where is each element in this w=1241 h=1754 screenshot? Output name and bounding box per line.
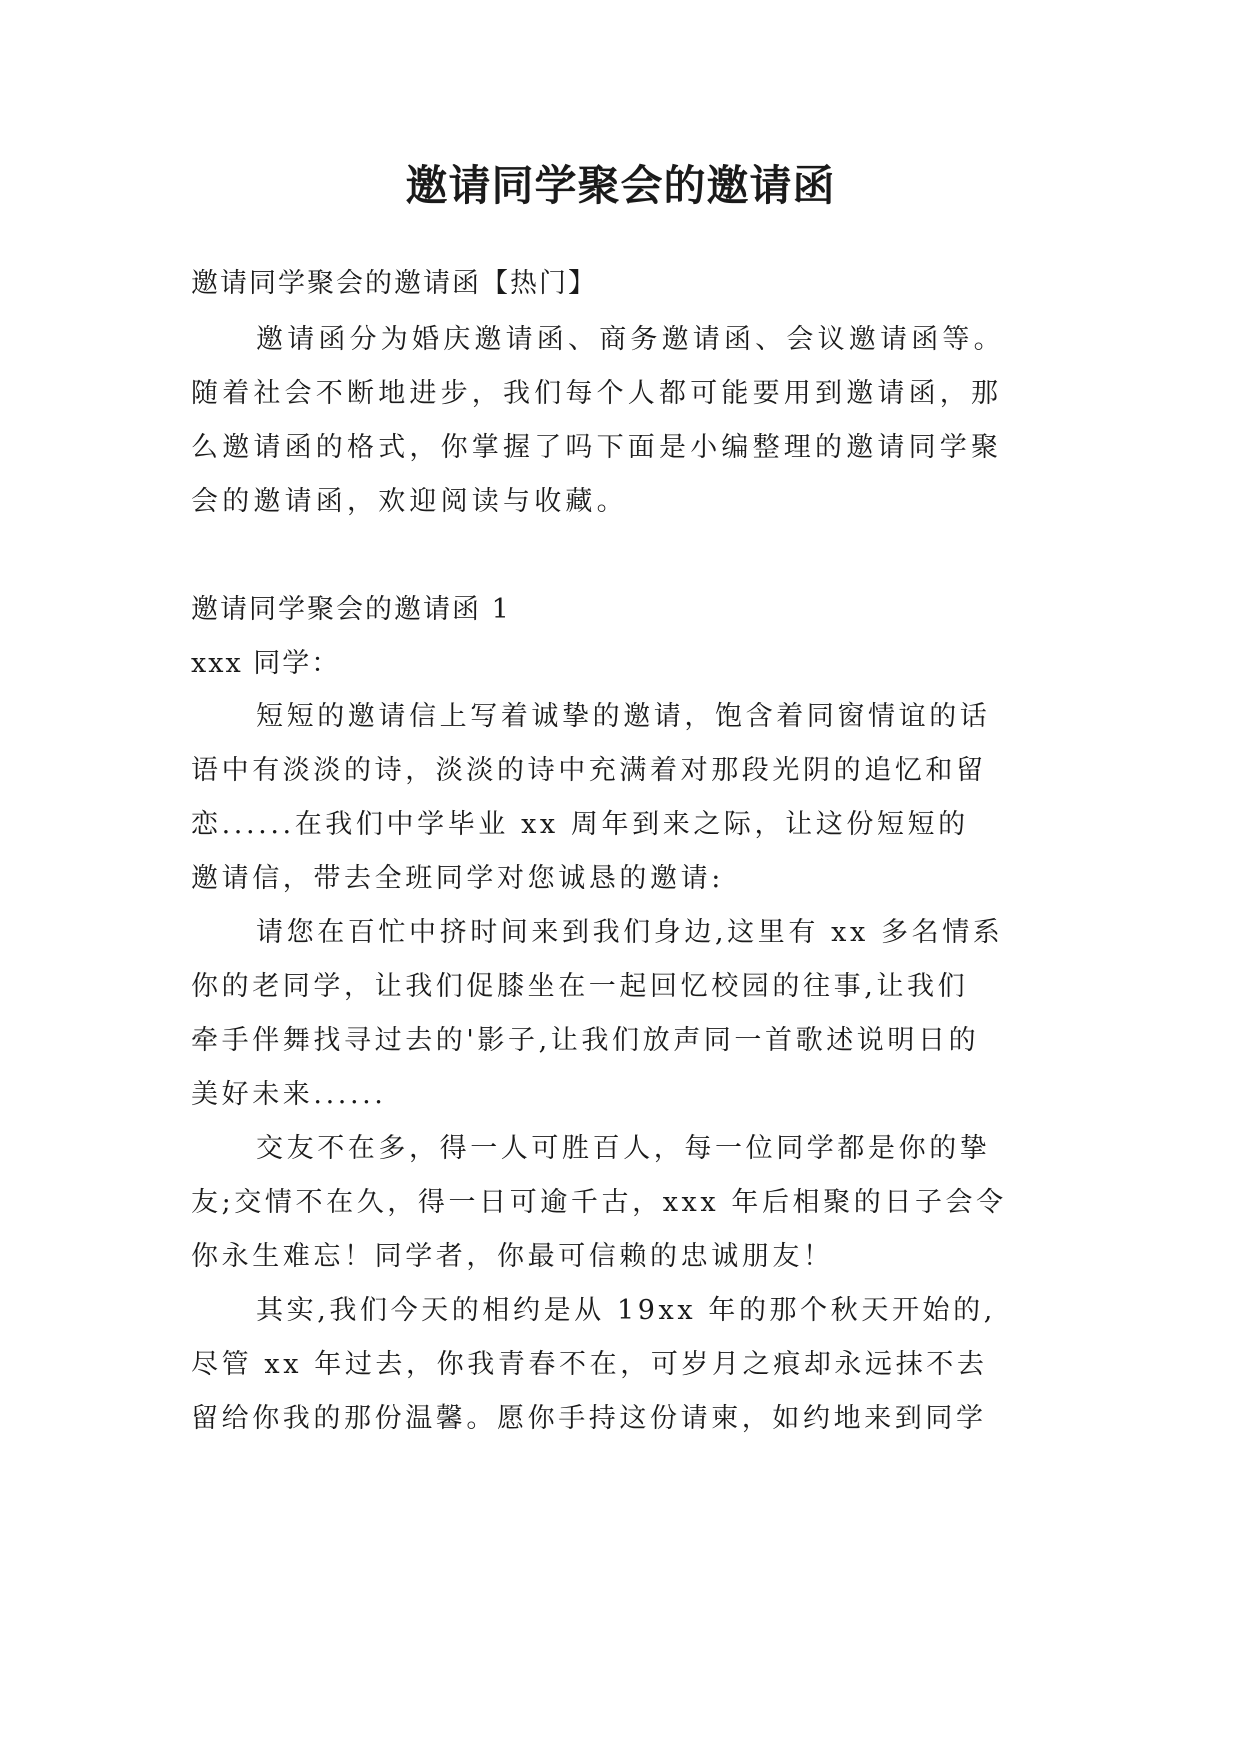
paragraph-line: 语中有淡淡的诗，淡淡的诗中充满着对那段光阴的追忆和留 xyxy=(191,755,987,786)
paragraph-line: 邀请信，带去全班同学对您诚恳的邀请: xyxy=(191,863,724,894)
paragraph-line: 尽管 xx 年过去，你我青春不在，可岁月之痕却永远抹不去 xyxy=(191,1349,988,1380)
paragraph-line: 美好未来...... xyxy=(191,1079,387,1110)
paragraph-line: 随着社会不断地进步，我们每个人都可能要用到邀请函，那 xyxy=(191,378,1003,409)
section-heading: 邀请同学聚会的邀请函 1 xyxy=(191,594,511,625)
salutation-line: xxx 同学： xyxy=(191,648,341,679)
paragraph-line: 友;交情不在久，得一日可逾千古，xxx 年后相聚的日子会令 xyxy=(191,1187,1007,1218)
paragraph-line: 其实,我们今天的相约是从 19xx 年的那个秋天开始的, xyxy=(256,1295,996,1326)
paragraph-line: 短短的邀请信上写着诚挚的邀请，饱含着同窗情谊的话 xyxy=(256,701,991,732)
document-title: 邀请同学聚会的邀请函 xyxy=(405,161,836,210)
paragraph-line: 牵手伴舞找寻过去的'影子,让我们放声同一首歌述说明日的 xyxy=(191,1025,980,1056)
paragraph-line: 会的邀请函，欢迎阅读与收藏。 xyxy=(191,486,628,517)
paragraph-line: 你的老同学，让我们促膝坐在一起回忆校园的往事,让我们 xyxy=(191,971,969,1002)
subtitle-line: 邀请同学聚会的邀请函【热门】 xyxy=(191,268,597,299)
paragraph-line: 恋......在我们中学毕业 xx 周年到来之际，让这份短短的 xyxy=(191,809,969,840)
paragraph-line: 留给你我的那份温馨。愿你手持这份请柬，如约地来到同学 xyxy=(191,1403,987,1434)
paragraph-line: 请您在百忙中挤时间来到我们身边,这里有 xx 多名情系 xyxy=(256,917,1004,948)
paragraph-line: 交友不在多，得一人可胜百人，每一位同学都是你的挚 xyxy=(256,1133,991,1164)
paragraph-line: 邀请函分为婚庆邀请函、商务邀请函、会议邀请函等。 xyxy=(256,324,1005,355)
paragraph-line: 么邀请函的格式，你掌握了吗下面是小编整理的邀请同学聚 xyxy=(191,432,1003,463)
paragraph-line: 你永生难忘！同学者，你最可信赖的忠诚朋友！ xyxy=(191,1241,834,1272)
